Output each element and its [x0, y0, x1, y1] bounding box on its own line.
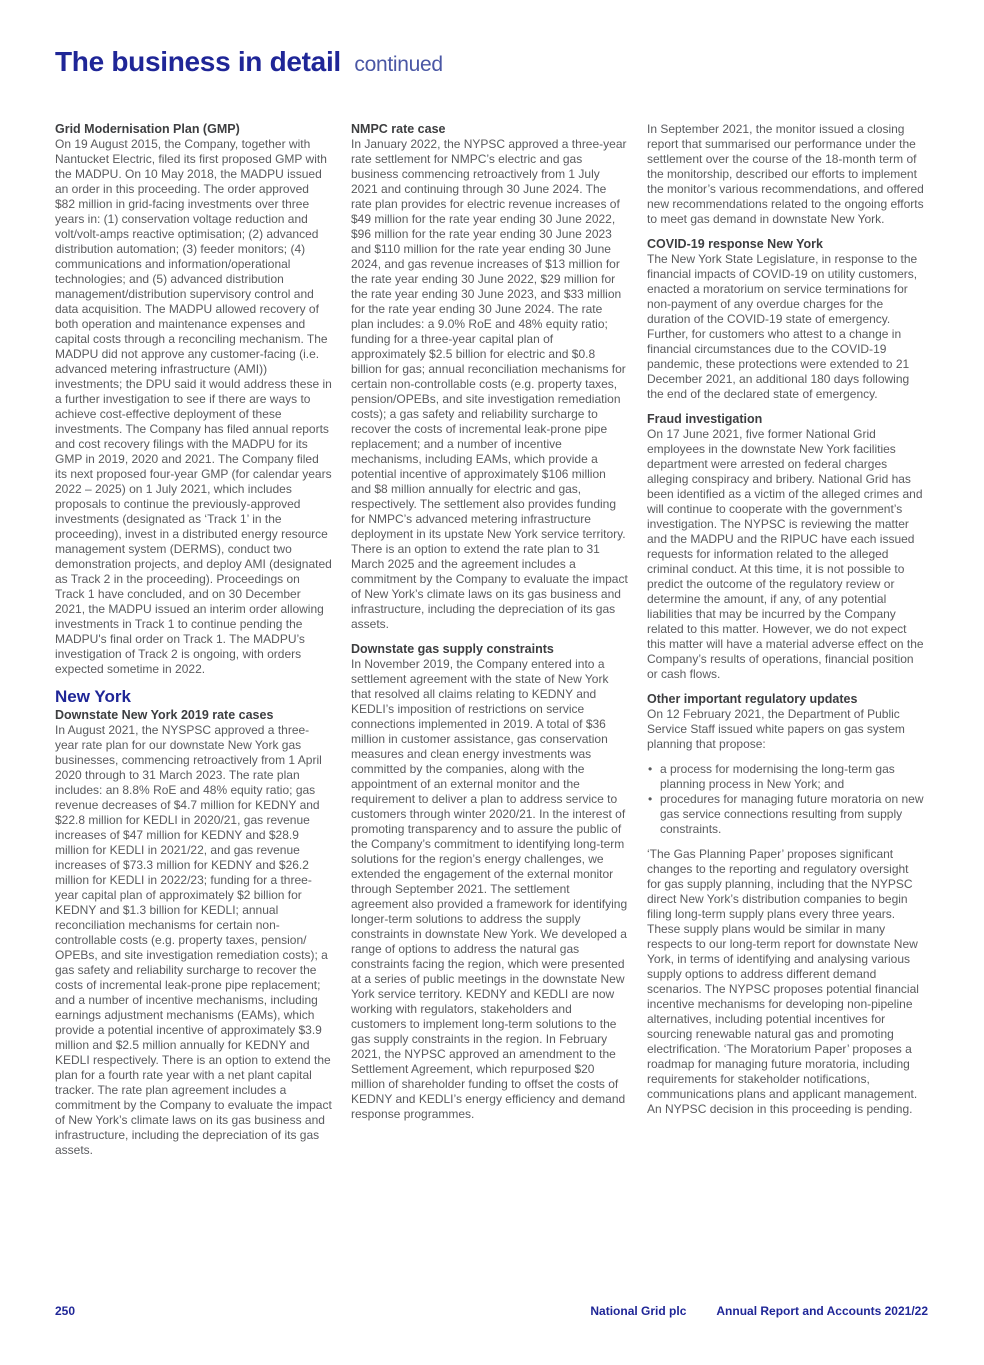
heading-other-regulatory-updates: Other important regulatory updates: [647, 692, 858, 706]
heading-covid-19-response-new-york: COVID-19 response New York: [647, 237, 823, 251]
heading-grid-modernisation-plan: Grid Modernisation Plan (GMP): [55, 122, 240, 136]
bullet-item: [647, 792, 924, 837]
page-title-continued-label: continued: [354, 53, 443, 76]
paragraph-fraud-investigation: On 17 June 2021, five former National Grid employees in the downstate New York facilities department were arrested on federal charges alleging conspiracy and bribery. National Grid has been identified as a victim of the alleged crimes and will continue to cooperate with the government’s investigation. The NYPSC is reviewing the matter and the MADPU and the RIPUC have each issued requests for information related to the alleged criminal conduct. At this time, it is not possible to predict the outcome of the regulatory review or determine the amount, if any, of any potential liabilities that may be incurred by the Company related to this matter. However, we do not expect this matter will have a material adverse effect on the Company’s results of operations, financial position or cash flows.: [647, 427, 924, 681]
column-2: [351, 122, 628, 1168]
page-footer: [55, 1304, 928, 1318]
paragraph-covid-response: The New York State Legislature, in response to the financial impacts of COVID-19 on utility customers, enacted a moratorium on service terminations for non-payment of any overdue charges for the duration of the COVID-19 state of emergency. Further, for customers who attest to a change in financial circumstances due to the COVID-19 pandemic, these protections were extended to 21 December 2021, an additional 180 days following the end of the declared state of emergency.: [647, 252, 918, 401]
column-3: [647, 122, 924, 1168]
paragraph-white-papers-intro: On 12 February 2021, the Department of Public Service Staff issued white papers on gas system planning that propose:: [647, 707, 905, 751]
paragraph-downstate-gas-supply: In November 2019, the Company entered into a settlement agreement with the state of New York that resolved all claims relating to KEDNY and KEDLI’s imposition of restrictions on service connections implemented in 2019. A total of $36 million in customer assistance, gas conservation measures and clean energy investments was committed by the companies, along with the appointment of an external monitor and the requirement to deliver a plan to address service to customers through winter 2020/21. In the interest of promoting transparency and to assure the public of the Company’s commitment to identifying long-term solutions for the region’s energy challenges, we extended the engagement of the external monitor through September 2021. The settlement agreement also provided a framework for identifying longer-term solutions to address the supply constraints in downstate New York. We developed a range of options to address the natural gas constraints facing the region, which were presented at a series of public meetings in the downstate New York service territory. KEDNY and KEDLI are now working with regulators, stakeholders and customers to implement long-term solutions to the gas supply constraints in the region. In February 2021, the NYPSC approved an amendment to the Settlement Agreement, which repurposed $20 million of shareholder funding to offset the costs of KEDNY and KEDLI’s energy efficiency and demand response programmes.: [351, 657, 628, 1121]
bullet-item: [647, 762, 924, 792]
paragraph-nmpc-rate-case: In January 2022, the NYPSC approved a three-year rate settlement for NMPC’s electric and gas business commencing retroactively from 1 July 2021 and continuing through 30 June 2024. The rate plan provides for electric revenue increases of $49 million for the rate year ending 30 June 2022, $96 million for the rate year ending 30 June 2023 and $110 million for the rate year ending 30 June 2024, and gas revenue increases of $13 million for the rate year ending 30 June 2022, $29 million for the rate year ending 30 June 2023, and $33 million for the rate year ending 30 June 2024. The rate plan includes: a 9.0% RoE and 48% equity ratio; funding for a three-year capital plan of approximately $2.5 billion for electric and $0.8 billion for gas; annual reconciliation mechanisms for certain non-controllable costs (e.g. property taxes, pension/OPEBs, and site investigation remediation costs); a gas safety and reliability surcharge to recover the costs of incremental leak-prone pipe replacement; and a number of incentive mechanisms, including EAMs, which provide a potential incentive of approximately $106 million and $8 million annually for electric and gas, respectively. The settlement also provides funding for NMPC’s advanced metering infrastructure deployment in its upstate New York service territory. There is an option to extend the rate plan to 31 March 2025 and the agreement includes a commitment by the Company to evaluate the impact of New York’s climate laws on its gas business and infrastructure, including the depreciation of its gas assets.: [351, 137, 628, 631]
heading-nmpc-rate-case: NMPC rate case: [351, 122, 446, 136]
bullet-item-text: a process for modernising the long-term gas planning process in New York; and: [660, 762, 895, 791]
heading-downstate-gas-supply-constraints: Downstate gas supply constraints: [351, 642, 554, 656]
page-title-text: The business in detail: [55, 46, 341, 77]
page-title: [55, 46, 443, 81]
paragraph-downstate-rate-cases: In August 2021, the NYSPSC approved a three-year rate plan for our downstate New York gas businesses, commencing retroactively from 1 April 2020 through to 31 March 2023. The rate plan includes: an 8.8% RoE and 48% equity ratio; gas revenue decreases of $4.7 million for KEDNY and $22.8 million for KEDLI in 2020/21, gas revenue increases of $47 million for KEDNY and $28.9 million for KEDLI in 2021/22, and gas revenue increases of $73.3 million for KEDNY and $26.2 million for KEDLI in 2022/23; funding for a three-year capital plan of approximately $2 billion for KEDNY and $1.3 billion for KEDLI; annual reconciliation mechanisms for certain non-controllable costs (e.g. property taxes, pension/ OPEBs, and site investigation remediation costs); a gas safety and reliability surcharge to recover the costs of incremental leak-prone pipe replacement; and a number of incentive mechanisms, including earnings adjustment mechanisms (EAMs), which provide a potential incentive of approximately $3.9 million and $2.5 million annually for KEDNY and KEDLI respectively. There is an option to extend the plan for a fourth rate year with a net plant capital tracker. The rate plan agreement includes a commitment by the Company to evaluate the impact of New York’s climate laws on its gas business and infrastructure, including the depreciation of its gas assets.: [55, 723, 332, 1157]
paragraph-monitor-closing-report: In September 2021, the monitor issued a closing report that summarised our performance under the settlement over the course of the 18-month term of the monitorship, described our efforts to implement the monitor’s various recommendations, and offered new recommendations related to the ongoing efforts to meet gas demand in downstate New York.: [647, 122, 924, 226]
column-1: [55, 122, 332, 1168]
footer-right: [590, 1304, 928, 1318]
three-column-body: [55, 122, 924, 1168]
section-heading-new-york: New York: [55, 687, 131, 706]
footer-company-name: National Grid plc: [590, 1304, 687, 1318]
page-number: 250: [55, 1304, 76, 1318]
paragraph-gmp: On 19 August 2015, the Company, together with Nantucket Electric, filed its first proposed GMP with the MADPU. On 10 May 2018, the MADPU issued an order in this proceeding. The order approved $82 million in grid-facing investments over three years in: (1) conservation voltage reduction and volt/volt-amps reactive optimisation; (2) advanced distribution automation; (3) feeder monitors; (4) communications and information/operational technologies; and (5) advanced distribution management/distribution supervisory control and data acquisition. The MADPU allowed recovery of both operation and maintenance expenses and capital costs through a reconciling mechanism. The MADPU did not approve any customer-facing (i.e. advanced metering infrastructure (AMI)) investments; the DPU said it would address these in a further investigation to see if there are ways to achieve cost-effective deployment of these investments. The Company has filed annual reports and cost recovery filings with the MADPU for its GMP in 2019, 2020 and 2021. The Company filed its next proposed four-year GMP (for calendar years 2022 – 2025) on 1 July 2021, which includes proposals to continue the previously-approved investments (designated as ‘Track 1’ in the proceeding), invest in a distributed energy resource management system (DERMS), conduct two demonstration projects, and deploy AMI (designated as Track 2 in the proceeding). Proceedings on Track 1 have concluded, and on 30 December 2021, the MADPU issued an interim order allowing investments in Track 1 to continue pending the MADPU's final order on Track 1. The MADPU’s investigation of Track 2 is ongoing, with orders expected sometime in 2022.: [55, 137, 332, 676]
heading-fraud-investigation: Fraud investigation: [647, 412, 763, 426]
bullet-list: [647, 762, 924, 837]
footer-report-title: Annual Report and Accounts 2021/22: [716, 1304, 928, 1318]
page-header: [55, 46, 443, 81]
heading-downstate-ny-2019-rate-cases: Downstate New York 2019 rate cases: [55, 708, 274, 722]
bullet-item-text: procedures for managing future moratoria on new gas service connections resulting from supply constraints.: [660, 792, 924, 836]
paragraph-gas-planning-paper: ‘The Gas Planning Paper’ proposes significant changes to the reporting and regulatory oversight for gas supply planning, including that the NYPSC direct New York’s distribution companies to begin filing long-term supply plans every three years. These supply plans would be similar in many respects to our long-term report for downstate New York, in terms of identifying and analysing various supply options to address different demand scenarios. The NYPSC proposes potential financial incentive mechanisms for developing non-pipeline alternatives, including potential incentives for sourcing renewable natural gas and promoting electrification. ‘The Moratorium Paper’ proposes a roadmap for managing future moratoria, including requirements for stakeholder notifications, communications plans and applicant management. An NYPSC decision in this proceeding is pending.: [647, 847, 919, 1116]
